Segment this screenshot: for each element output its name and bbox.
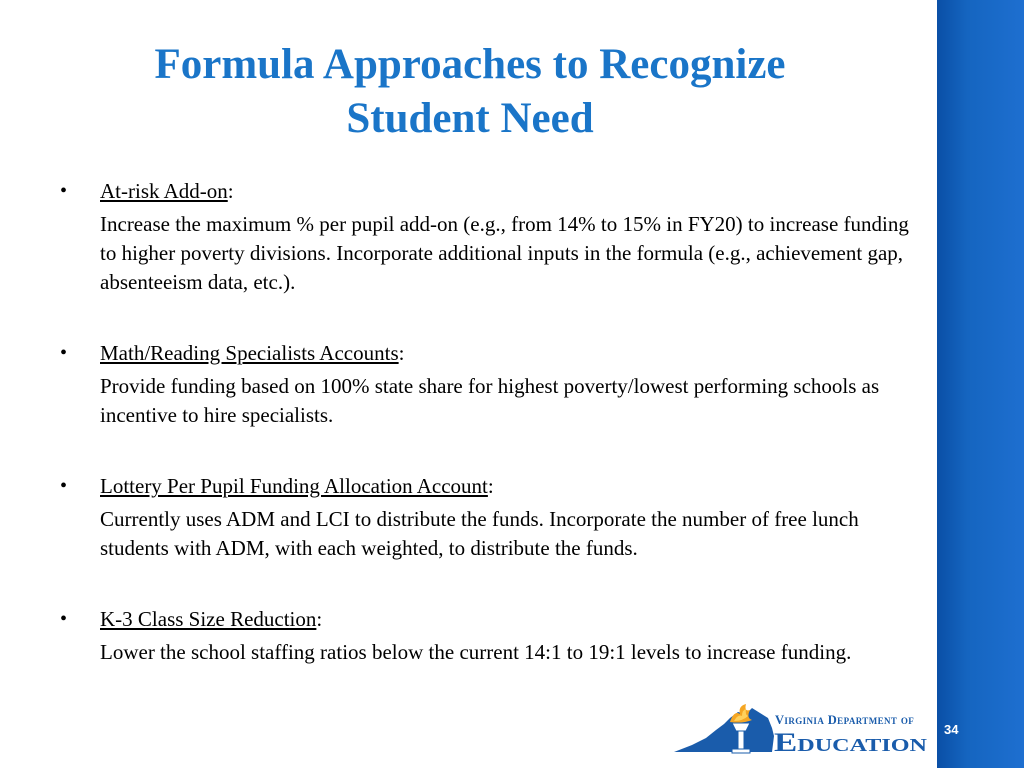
- item-body: Currently uses ADM and LCI to distribute the funds. Incorporate the number of free lunch students with ADM, with each weighted, to distribute the funds.: [100, 507, 859, 560]
- item-heading: At-risk Add-on:: [100, 179, 234, 203]
- sidebar-accent: [937, 0, 1024, 768]
- bullet-marker: •: [60, 180, 68, 202]
- list-item: [52, 176, 912, 297]
- list-item: [52, 471, 912, 563]
- item-heading: Lottery Per Pupil Funding Allocation Account:: [100, 474, 494, 498]
- item-body: Provide funding based on 100% state share for highest poverty/lowest performing schools as incentive to hire specialists.: [100, 374, 880, 427]
- page-number: 34: [944, 722, 959, 737]
- item-heading-text: At-risk Add-on: [100, 179, 228, 203]
- item-heading: K-3 Class Size Reduction:: [100, 607, 323, 631]
- item-body: Lower the school staffing ratios below the current 14:1 to 19:1 levels to increase funding.: [100, 640, 852, 664]
- item-heading-text: Math/Reading Specialists Accounts: [100, 341, 399, 365]
- bullet-list: [52, 176, 912, 708]
- item-body: Increase the maximum % per pupil add-on (e.g., from 14% to 15% in FY20) to increase funding to higher poverty divisions. Incorporate additional inputs in the formula (e.g., achievement gap, absenteeism data, etc.).: [100, 212, 909, 294]
- item-heading: Math/Reading Specialists Accounts:: [100, 341, 405, 365]
- list-item: [52, 338, 912, 430]
- logo-line-1: Virginia Department of: [775, 713, 915, 727]
- item-heading-text: K-3 Class Size Reduction: [100, 607, 317, 631]
- list-item: [52, 604, 912, 667]
- bullet-marker: •: [60, 342, 68, 364]
- slide-title-line-2: Student Need: [346, 95, 594, 142]
- vdoe-logo: [672, 704, 934, 756]
- virginia-state-icon: [674, 708, 774, 752]
- logo-line-2: Education: [774, 728, 927, 756]
- bullet-marker: •: [60, 475, 68, 497]
- item-heading-text: Lottery Per Pupil Funding Allocation Account: [100, 474, 488, 498]
- slide-title-line-1: Formula Approaches to Recognize: [154, 41, 786, 88]
- bullet-marker: •: [60, 608, 68, 630]
- slide-title: [0, 38, 940, 146]
